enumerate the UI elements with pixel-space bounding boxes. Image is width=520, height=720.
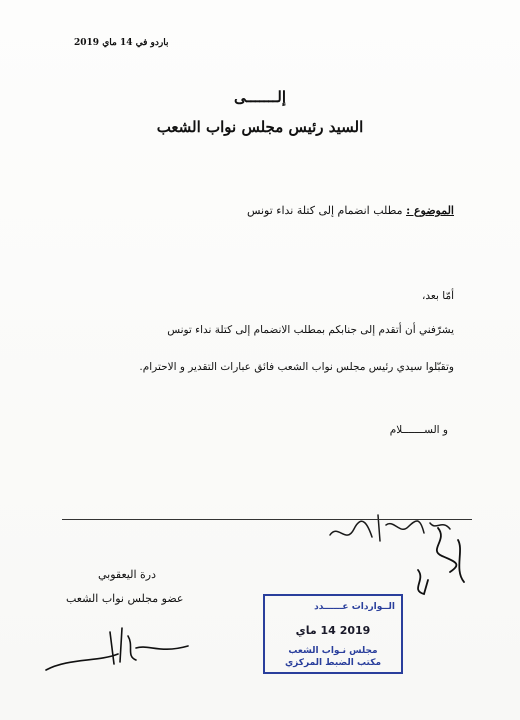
signature-left — [38, 618, 198, 678]
greeting: أمّا بعد، — [422, 290, 454, 302]
sender-name: درة اليعقوبي — [98, 568, 156, 581]
addressee: السيد رئيس مجلس نواب الشعب — [156, 118, 364, 136]
body-line-1: يشرّفني أن أتقدم إلى جنابكم بمطلب الانضمام إلى كتلة نداء تونس — [167, 324, 454, 336]
to-heading: إلـــــــى — [233, 88, 286, 106]
registry-stamp — [263, 594, 403, 674]
body-line-2: وتقبّلوا سيدي رئيس مجلس نواب الشعب فائق عبارات التقدير و الاحترام. — [139, 361, 454, 373]
stamp-date: 2019 14 ماي — [295, 624, 371, 637]
stamp-org-line-2: مكتب الضبط المركزي — [284, 658, 382, 668]
subject-text: مطلب انضمام إلى كتلة نداء تونس — [246, 204, 407, 217]
closing: و الســـــــلام — [389, 424, 448, 436]
sender-title: عضو مجلس نواب الشعب — [66, 592, 184, 605]
subject-line — [247, 204, 454, 217]
stamp-org-line-1: مجلس نـواب الشعب — [288, 646, 378, 656]
letter-date: باردو في 14 ماي 2019 — [74, 38, 169, 48]
stamp-label: الــواردات عــــــدد — [314, 602, 395, 612]
signature-right — [398, 520, 478, 600]
subject-label: الموضوع : — [406, 204, 454, 217]
